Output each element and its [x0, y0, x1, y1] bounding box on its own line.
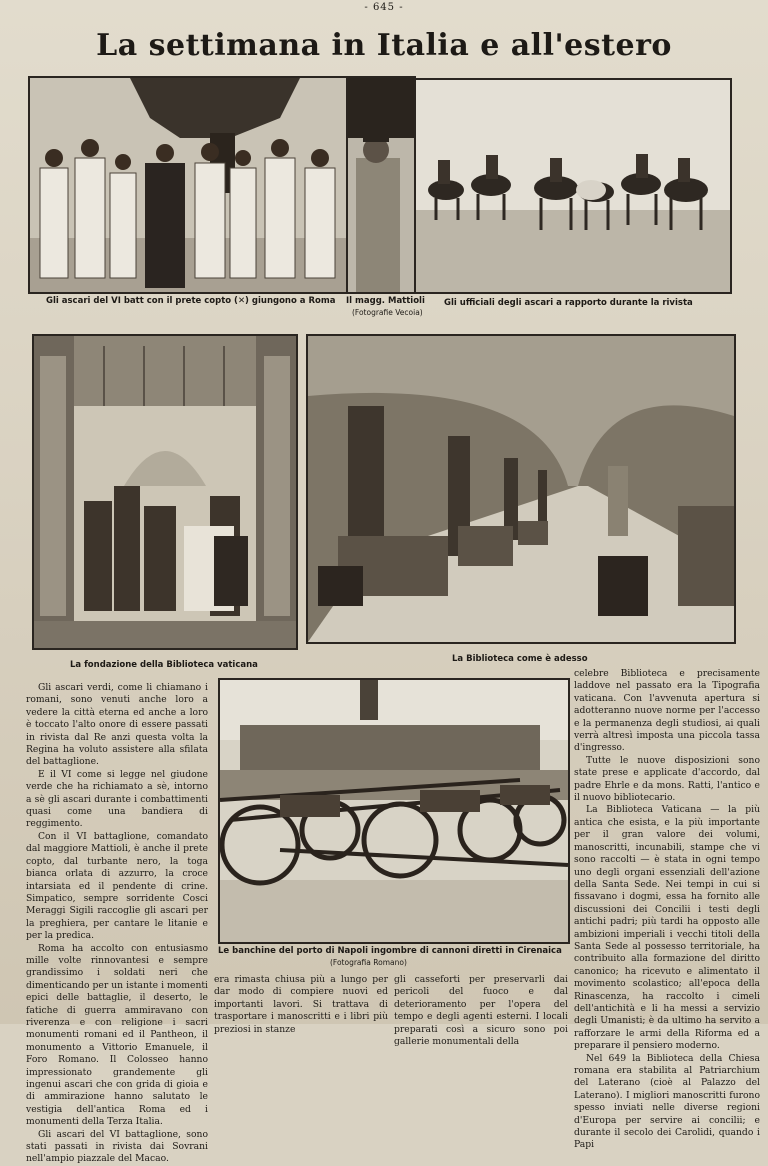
paragraph: Nel 649 la Biblioteca della Chiesa romana era stabilita al Patriarchium del Laterano (cioè al Palazzo del Laterano). I migliori manoscritti furono spesso inviati nelle diverse regioni d'Europa per servire ai concilii; e durante il secolo dei Carolidi, quando i Papi	[574, 1052, 760, 1151]
paragraph: Con il VI battaglione, comandato dal maggiore Mattioli, è anche il prete copto, dal turbante nero, la toga bianca orlata di azzurro, la croce intarsiata ed il pendente di crine. Simpatico, sempre sorridente Cosci Meraggi Sigili raccoglie gli ascari per la preghiera, per cantare le litanie e per la predica.	[26, 830, 208, 942]
caption-napoli: Le banchine del porto di Napoli ingombre di cannoni diretti in Cirenaica	[218, 946, 562, 956]
paragraph: E il VI come si legge nel giudone verde che ha richiamato a sè, intorno a sè gli ascari durante i combattimenti quasi come una bandiera di reggimento.	[26, 768, 208, 830]
paragraph: gli casseforti per preservarli dai pericoli del fuoco e dal deterioramento per l'opera del tempo e degli agenti esterni. I locali preparati così a sicuro sono poi gallerie monumentali della	[394, 974, 568, 1048]
paragraph: Gli ascari verdi, come li chiamano i romani, sono venuti anche loro a vedere la città eterna ed anche a loro è toccato l'alto onore di essere passati in rivista dal Re anzi questa volta la Regina ha voluto assistere alla sfilata del battaglione.	[26, 682, 208, 768]
photo-library-today	[306, 334, 736, 644]
paragraph: Roma ha accolto con entusiasmo mille volte rinnovantesi e sempre grandissimo i soldati neri che dimenticando per un istante i momenti epici delle battaglie, il deserto, le fatiche di guerra ammiravano con riverenza e con religione i sacri monumenti romani ed il Pantheon, il monumento a Vittorio Emanuele, il Foro Romano. Il Colosseo hanno impressionato grandemente gli ingenui ascari che con grida di gioia e di ammirazione hanno salutato le vestigia dell'antica Roma ed i monumenti della Terza Italia.	[26, 942, 208, 1128]
caption-ufficiali: Gli ufficiali degli ascari a rapporto durante la rivista	[444, 298, 693, 308]
photo-officers-review	[414, 78, 732, 294]
photo-major-mattioli	[346, 76, 416, 294]
article-left-column	[26, 682, 208, 1165]
article-bottom-middle-a	[214, 974, 388, 1035]
paragraph: Tutte le nuove disposizioni sono state prese e applicate d'accordo, dal padre Ehrle e da mons. Ratti, l'antico e il nuovo bibliotecario.	[574, 754, 760, 804]
caption-fondazione: La fondazione della Biblioteca vaticana	[70, 660, 258, 670]
article-right-column	[574, 668, 760, 1151]
paragraph: era rimasta chiusa più a lungo per dar modo di compiere nuovi ed importanti lavori. Si trattava di trasportare i manoscritti e i libri più preziosi in stanze	[214, 974, 388, 1035]
page-headline: La settimana in Italia e all'estero	[96, 28, 672, 63]
caption-biblioteca: La Biblioteca come è adesso	[452, 654, 588, 664]
photo-ascari-arrival	[28, 76, 348, 294]
article-bottom-middle-b	[394, 974, 568, 1048]
paragraph: celebre Biblioteca e precisamente laddove nel passato era la Tipografia vaticana. Con l'avvenuta apertura si adotteranno nuove norme per l'accesso e la permanenza degli studiosi, ai quali verrà altresì imposta una piccola tassa d'ingresso.	[574, 668, 760, 754]
photo-library-foundation	[32, 334, 298, 650]
caption-mattioli: Il magg. Mattioli	[346, 296, 425, 306]
paragraph: La Biblioteca Vaticana — la più antica che esista, e la più importante per il gran valore dei volumi, manoscritti, incunabili, stampe che vi sono raccolti — è stata in ogni tempo uno degli organi essenziali dell'azione della Santa Sede. Nei tempi in cui si fissavano i dogmi, essa ha fornito alle discussioni dei Concilii i testi degli antichi padri; più tardi ha opposto alle ambizioni imperiali i vecchi titoli della Santa Sede al possesso territoriale, ha contribuito alla formazione del diritto canonico; ha ricevuto e alimentato il movimento scolastico; all'epoca della Rinascenza, ha raccolto i cimeli dell'antichità e li ha messi a servizio degli Umanisti; è da ultimo ha servito a rafforzare le armi della Riforma ed a preparare il pensiero moderno.	[574, 804, 760, 1052]
photo-credit-romano: (Fotografia Romano)	[330, 958, 407, 967]
photo-credit-vecoia: (Fotografie Vecoia)	[352, 308, 423, 317]
caption-ascari: Gli ascari del VI batt con il prete copto (✕) giungono a Roma	[46, 296, 336, 306]
page-number: - 645 -	[364, 2, 404, 13]
photo-naples-port-cannons	[218, 678, 570, 944]
paragraph: Gli ascari del VI battaglione, sono stati passati in rivista dai Sovrani nell'ampio piazzale del Macao.	[26, 1128, 208, 1165]
